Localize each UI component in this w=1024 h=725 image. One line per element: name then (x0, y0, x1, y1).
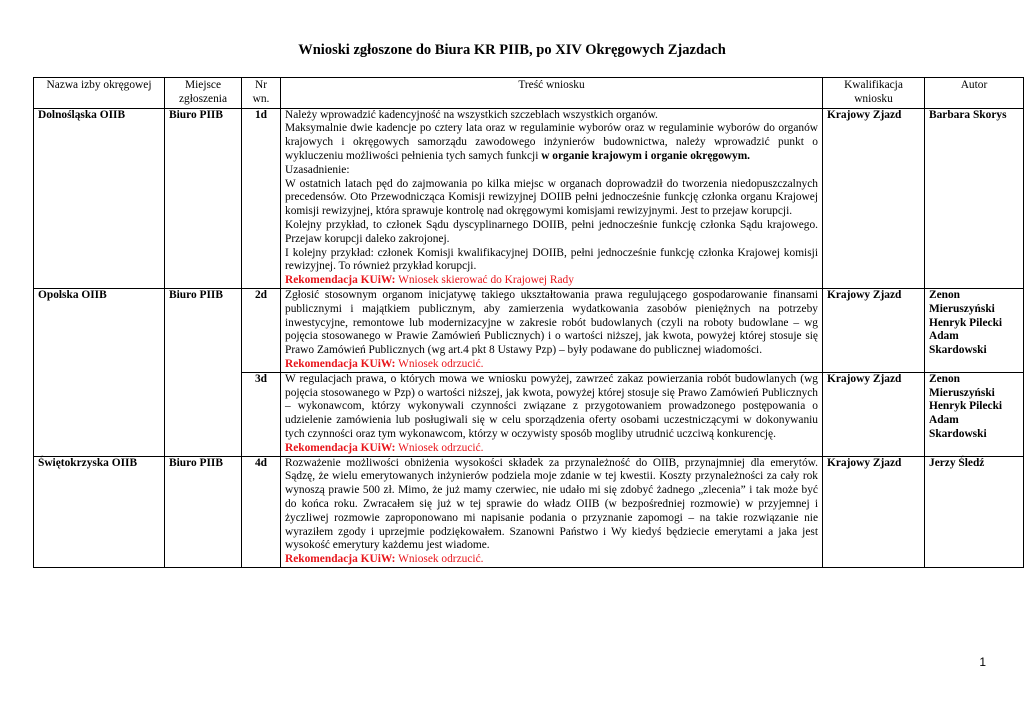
author-name: Barbara Skorys (929, 108, 1007, 121)
request-text: Maksymalnie dwie kadencje po cztery lata oraz w regulaminie wyborów oraz w regulaminie wyborów do organów krajowych i okręgowych samorządu zawodowego inżynierów budownictwa, należy wprowadzić punkt o wykluczeniu możliwości pełnienia tych samych funkcji (285, 122, 818, 162)
author-cell (925, 372, 1024, 456)
recommendation-text: Wniosek skierować do Krajowej Rady (398, 274, 574, 287)
author-cell (925, 108, 1024, 288)
nr-cell: 4d (242, 456, 281, 567)
header-author: Autor (925, 78, 1024, 109)
request-paragraph (285, 122, 818, 163)
recommendation-label: Rekomendacja KUiW: (285, 274, 396, 287)
author-name: Adam Skardowski (929, 414, 987, 440)
table-header-row (34, 78, 1024, 109)
request-text-bold: w organie krajowym i organie okręgowym. (541, 149, 751, 162)
requests-table (33, 77, 1024, 568)
author-name: Jerzy Śledź (929, 456, 985, 469)
author-name: Henryk Pilecki (929, 400, 1003, 413)
request-paragraph: W regulacjach prawa, o których mowa we wniosku powyżej, zawrzeć zakaz powierzania robót budowlanych (wg pojęcia stosowanego w Pzp) o wartości niższej, jak kwota, powyżej której stosuje się Prawo Zamówień Publicznych – wykonawcom, którzy wykonywali czynności związane z przygotowaniem prowadzonego postępowania o udzielenie zamówienia lub posługiwali się w celu sporządzenia oferty osobami uczestniczącymi w dokonywaniu tych czynności oraz tym wykonawcom, którzy w oczywisty sposób mogliby utrudnić uczciwą konkurencję. (285, 372, 818, 440)
author-name: Adam Skardowski (929, 330, 987, 357)
recommendation (285, 442, 818, 456)
recommendation-text: Wniosek odrzucić. (398, 357, 484, 370)
author-cell (925, 456, 1024, 567)
header-qualification: Kwalifikacja wniosku (823, 78, 925, 109)
table-row (34, 456, 1024, 567)
chamber-cell: Dolnośląska OIIB (34, 108, 165, 288)
header-nr: Nr wn. (242, 78, 281, 109)
request-paragraph: W ostatnich latach pęd do zajmowania po kilka miejsc w organach doprowadził do tworzenia niedopuszczalnych precedensów. Oto Przewodnicząca Komisji rewizyjnej DOIIB pełni jednocześnie funkcję członka organu Krajowej komisji rewizyjnej, która sprawuje kontrolę nad okręgowymi komisjami rewizyjnymi. Jest to przejaw korupcji. (285, 177, 818, 218)
request-paragraph: I kolejny przykład: członek Komisji kwalifikacyjnej DOIIB, pełni jednocześnie funkcję członka Krajowej komisji rewizyjnej. To również przykład korupcji. (285, 246, 818, 273)
recommendation-label: Rekomendacja KUiW: (285, 553, 396, 566)
qualification-cell: Krajowy Zjazd (823, 372, 925, 456)
recommendation-text: Wniosek odrzucić. (398, 553, 484, 566)
header-place: Miejsce zgłoszenia (165, 78, 242, 109)
place-cell: Biuro PIIB (165, 108, 242, 288)
header-chamber: Nazwa izby okręgowej (34, 78, 165, 109)
request-paragraph: Kolejny przykład, to członek Sądu dyscyplinarnego DOIIB, pełni jednocześnie funkcję członka Sądu krajowego. Przejaw korupcji daleko zakrojonej. (285, 218, 818, 245)
author-name: Henryk Pilecki (929, 316, 1003, 329)
nr-cell: 2d (242, 288, 281, 372)
chamber-cell: Opolska OIIB (34, 288, 165, 456)
qualification-cell: Krajowy Zjazd (823, 108, 925, 288)
place-cell: Biuro PIIB (165, 456, 242, 567)
recommendation (285, 553, 818, 567)
chamber-cell: Świętokrzyska OIIB (34, 456, 165, 567)
content-cell (281, 372, 823, 456)
header-content: Treść wniosku (281, 78, 823, 109)
page-number: 1 (979, 655, 986, 669)
request-paragraph: Zgłosić stosownym organom inicjatywę takiego ukształtowania prawa regulującego gospodarowanie finansami publicznymi i majątkiem publicznym, aby zamierzenia wydatkowania zasobów pieniężnych na potrzeby inwestycyjne, remontowe lub modernizacyjne w zakresie robót budowlanych (czyli na roboty budowlane – wg pojęcia stosowanego w Prawie Zamówień Publicznych) i o wartości niższej, jak kwota, powyżej której stosuje się Prawo Zamówień Publicznych (wg art.4 pkt 8 Ustawy Pzp) – były podawane do publicznej wiadomości. (285, 288, 818, 357)
recommendation-label: Rekomendacja KUiW: (285, 357, 396, 370)
table-row (34, 288, 1024, 372)
qualification-cell: Krajowy Zjazd (823, 456, 925, 567)
nr-cell: 1d (242, 108, 281, 288)
content-cell (281, 456, 823, 567)
document-title: Wnioski zgłoszone do Biura KR PIIB, po XIV Okręgowych Zjazdach (298, 42, 726, 58)
request-paragraph: Rozważenie możliwości obniżenia wysokości składek za przynależność do OIIB, przynajmniej dla emerytów. Sądzę, że wielu emerytowanych inżynierów podziela moje zdanie w tej kwestii. Koszty przynależności za cały rok wynoszą prawie 500 zł. Mimo, że już mamy czerwiec, nie udało mi się zdobyć żadnego „zlecenia” i tak może być do końca roku. Zwracałem się już w tej sprawie do władz OIIB (w bezpośredniej rozmowie) w przyjemnej i życzliwej rozmowie zaproponowano mi napisanie podania o przyznanie zapomogi – na takie rozwiązanie nie wyraziłem zgody i uprzejmie podziękowałem. Szanowni Państwo i Wy kiedyś będziecie emerytami a jaka jest wysokość emerytury każdemu jest wiadome. (285, 456, 818, 552)
content-cell (281, 288, 823, 372)
recommendation (285, 274, 818, 288)
request-paragraph: Uzasadnienie: (285, 163, 350, 176)
recommendation-label: Rekomendacja KUiW: (285, 441, 396, 454)
place-cell: Biuro PIIB (165, 288, 242, 456)
author-name: Zenon Mieruszyński (929, 372, 995, 399)
content-cell (281, 108, 823, 288)
qualification-cell: Krajowy Zjazd (823, 288, 925, 372)
recommendation (285, 358, 818, 372)
request-paragraph: Należy wprowadzić kadencyjność na wszystkich szczeblach wszystkich organów. (285, 108, 658, 121)
author-name: Zenon Mieruszyński (929, 288, 995, 315)
nr-cell: 3d (242, 372, 281, 456)
table-row (34, 108, 1024, 288)
author-cell (925, 288, 1024, 372)
recommendation-text: Wniosek odrzucić. (398, 441, 484, 454)
